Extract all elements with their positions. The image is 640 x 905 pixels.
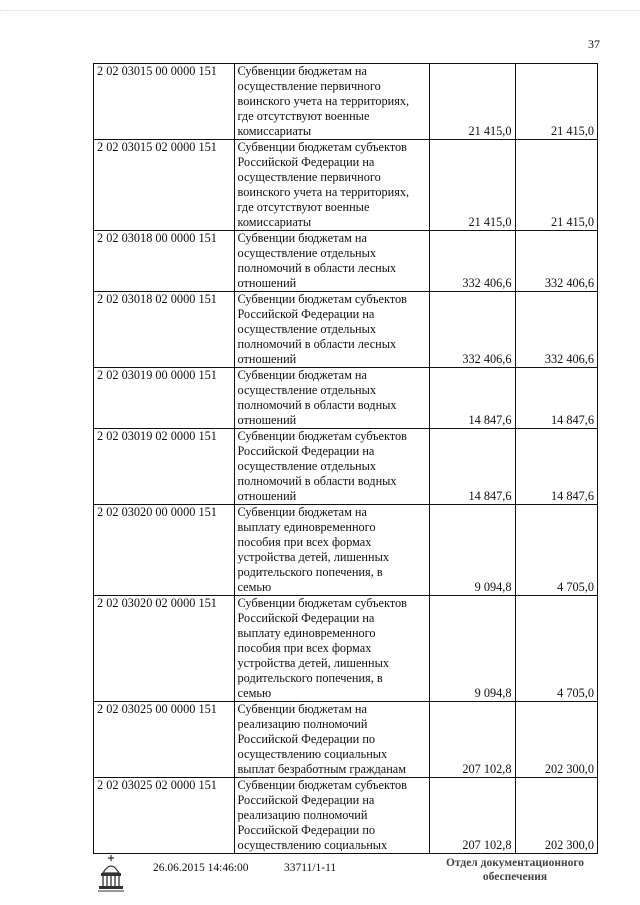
description-line: Субвенции бюджетам на: [237, 64, 367, 78]
table-row: [94, 429, 598, 505]
amount-cell: 332 406,6: [515, 292, 598, 368]
description-cell: [234, 140, 429, 231]
description-cell: [234, 368, 429, 429]
description-line: осуществление отдельных: [237, 383, 377, 397]
budget-code-cell: 2 02 03019 02 0000 151: [94, 429, 235, 505]
description-cell: [234, 64, 429, 140]
table-row: [94, 596, 598, 702]
description-line: Субвенции бюджетам на: [237, 368, 367, 382]
description-line: Субвенции бюджетам субъектов: [237, 140, 407, 154]
budget-code-cell: 2 02 03018 02 0000 151: [94, 292, 235, 368]
table-row: [94, 292, 598, 368]
description-line: Субвенции бюджетам на: [237, 702, 367, 716]
description-line: комиссариаты: [237, 215, 312, 229]
description-line: Субвенции бюджетам субъектов: [237, 429, 407, 443]
description-line: комиссариаты: [237, 124, 312, 138]
budget-code-cell: 2 02 03020 00 0000 151: [94, 505, 235, 596]
description-line: воинского учета на территориях,: [237, 94, 410, 108]
description-cell: [234, 596, 429, 702]
description-line: семью: [237, 580, 272, 594]
table-row: [94, 64, 598, 140]
budget-code-cell: 2 02 03025 02 0000 151: [94, 778, 235, 854]
footer-department-line: Отдел документационного: [445, 857, 585, 869]
description-line: пособия при всех формах: [237, 535, 372, 549]
amount-cell: 21 415,0: [515, 140, 598, 231]
description-line: родительского попечения, в: [237, 565, 383, 579]
budget-code-cell: 2 02 03020 02 0000 151: [94, 596, 235, 702]
parliament-building-logo-icon: [98, 853, 124, 893]
amount-cell: 202 300,0: [515, 702, 598, 778]
page-number: 37: [588, 37, 600, 51]
footer-datetime: 26.06.2015 14:46:00: [153, 862, 249, 874]
description-line: Субвенции бюджетам на: [237, 231, 367, 245]
amount-cell: 202 300,0: [515, 778, 598, 854]
description-line: где отсутствуют военные: [237, 200, 370, 214]
amount-cell: 14 847,6: [429, 429, 515, 505]
description-cell: [234, 702, 429, 778]
description-line: Субвенции бюджетам субъектов: [237, 778, 407, 792]
description-line: выплату единовременного: [237, 626, 376, 640]
description-line: выплат безработным гражданам: [237, 762, 407, 776]
amount-cell: 14 847,6: [429, 368, 515, 429]
description-line: отношений: [237, 413, 297, 427]
description-line: осуществление первичного: [237, 170, 381, 184]
page-footer: [0, 848, 640, 898]
footer-department: [440, 856, 590, 884]
description-line: осуществление отдельных: [237, 459, 377, 473]
table-row: [94, 505, 598, 596]
footer-document-number: 33711/1-11: [284, 862, 337, 874]
budget-table-body: [94, 64, 598, 854]
description-line: отношений: [237, 352, 297, 366]
description-line: пособия при всех формах: [237, 641, 372, 655]
description-line: осуществление первичного: [237, 79, 381, 93]
amount-cell: 14 847,6: [515, 368, 598, 429]
description-line: Субвенции бюджетам субъектов: [237, 596, 407, 610]
amount-cell: 4 705,0: [515, 596, 598, 702]
description-line: устройства детей, лишенных: [237, 656, 390, 670]
description-line: Субвенции бюджетам субъектов: [237, 292, 407, 306]
table-row: [94, 368, 598, 429]
description-line: реализацию полномочий: [237, 808, 368, 822]
description-line: выплату единовременного: [237, 520, 376, 534]
description-line: устройства детей, лишенных: [237, 550, 390, 564]
description-line: полномочий в области лесных: [237, 261, 397, 275]
description-line: осуществление отдельных: [237, 246, 377, 260]
description-line: реализацию полномочий: [237, 717, 368, 731]
amount-cell: 21 415,0: [515, 64, 598, 140]
description-cell: [234, 778, 429, 854]
description-line: полномочий в области лесных: [237, 337, 397, 351]
description-line: Российской Федерации на: [237, 155, 375, 169]
description-line: отношений: [237, 276, 297, 290]
description-line: полномочий в области водных: [237, 398, 397, 412]
description-line: Российской Федерации на: [237, 611, 375, 625]
amount-cell: 9 094,8: [429, 505, 515, 596]
description-line: полномочий в области водных: [237, 474, 397, 488]
budget-table: [93, 63, 598, 854]
amount-cell: 332 406,6: [429, 231, 515, 292]
budget-code-cell: 2 02 03025 00 0000 151: [94, 702, 235, 778]
description-cell: [234, 505, 429, 596]
description-line: осуществление отдельных: [237, 322, 377, 336]
description-line: осуществлению социальных: [237, 838, 388, 852]
description-line: где отсутствуют военные: [237, 109, 370, 123]
description-line: Субвенции бюджетам на: [237, 505, 367, 519]
budget-code-cell: 2 02 03015 00 0000 151: [94, 64, 235, 140]
amount-cell: 14 847,6: [515, 429, 598, 505]
description-line: семью: [237, 686, 272, 700]
table-row: [94, 778, 598, 854]
description-cell: [234, 292, 429, 368]
budget-code-cell: 2 02 03018 00 0000 151: [94, 231, 235, 292]
description-line: осуществлению социальных: [237, 747, 388, 761]
amount-cell: 207 102,8: [429, 702, 515, 778]
footer-department-line: обеспечения: [482, 871, 548, 883]
description-line: родительского попечения, в: [237, 671, 383, 685]
description-cell: [234, 429, 429, 505]
budget-code-cell: 2 02 03015 02 0000 151: [94, 140, 235, 231]
description-line: отношений: [237, 489, 297, 503]
budget-code-cell: 2 02 03019 00 0000 151: [94, 368, 235, 429]
amount-cell: 9 094,8: [429, 596, 515, 702]
description-line: Российской Федерации по: [237, 732, 376, 746]
amount-cell: 21 415,0: [429, 64, 515, 140]
description-line: Российской Федерации на: [237, 793, 375, 807]
description-line: воинского учета на территориях,: [237, 185, 410, 199]
description-line: Российской Федерации по: [237, 823, 376, 837]
description-line: Российской Федерации на: [237, 307, 375, 321]
amount-cell: 21 415,0: [429, 140, 515, 231]
amount-cell: 332 406,6: [515, 231, 598, 292]
amount-cell: 332 406,6: [429, 292, 515, 368]
scan-edge-dots: [0, 10, 640, 12]
table-row: [94, 140, 598, 231]
amount-cell: 207 102,8: [429, 778, 515, 854]
table-row: [94, 231, 598, 292]
description-cell: [234, 231, 429, 292]
table-row: [94, 702, 598, 778]
amount-cell: 4 705,0: [515, 505, 598, 596]
description-line: Российской Федерации на: [237, 444, 375, 458]
